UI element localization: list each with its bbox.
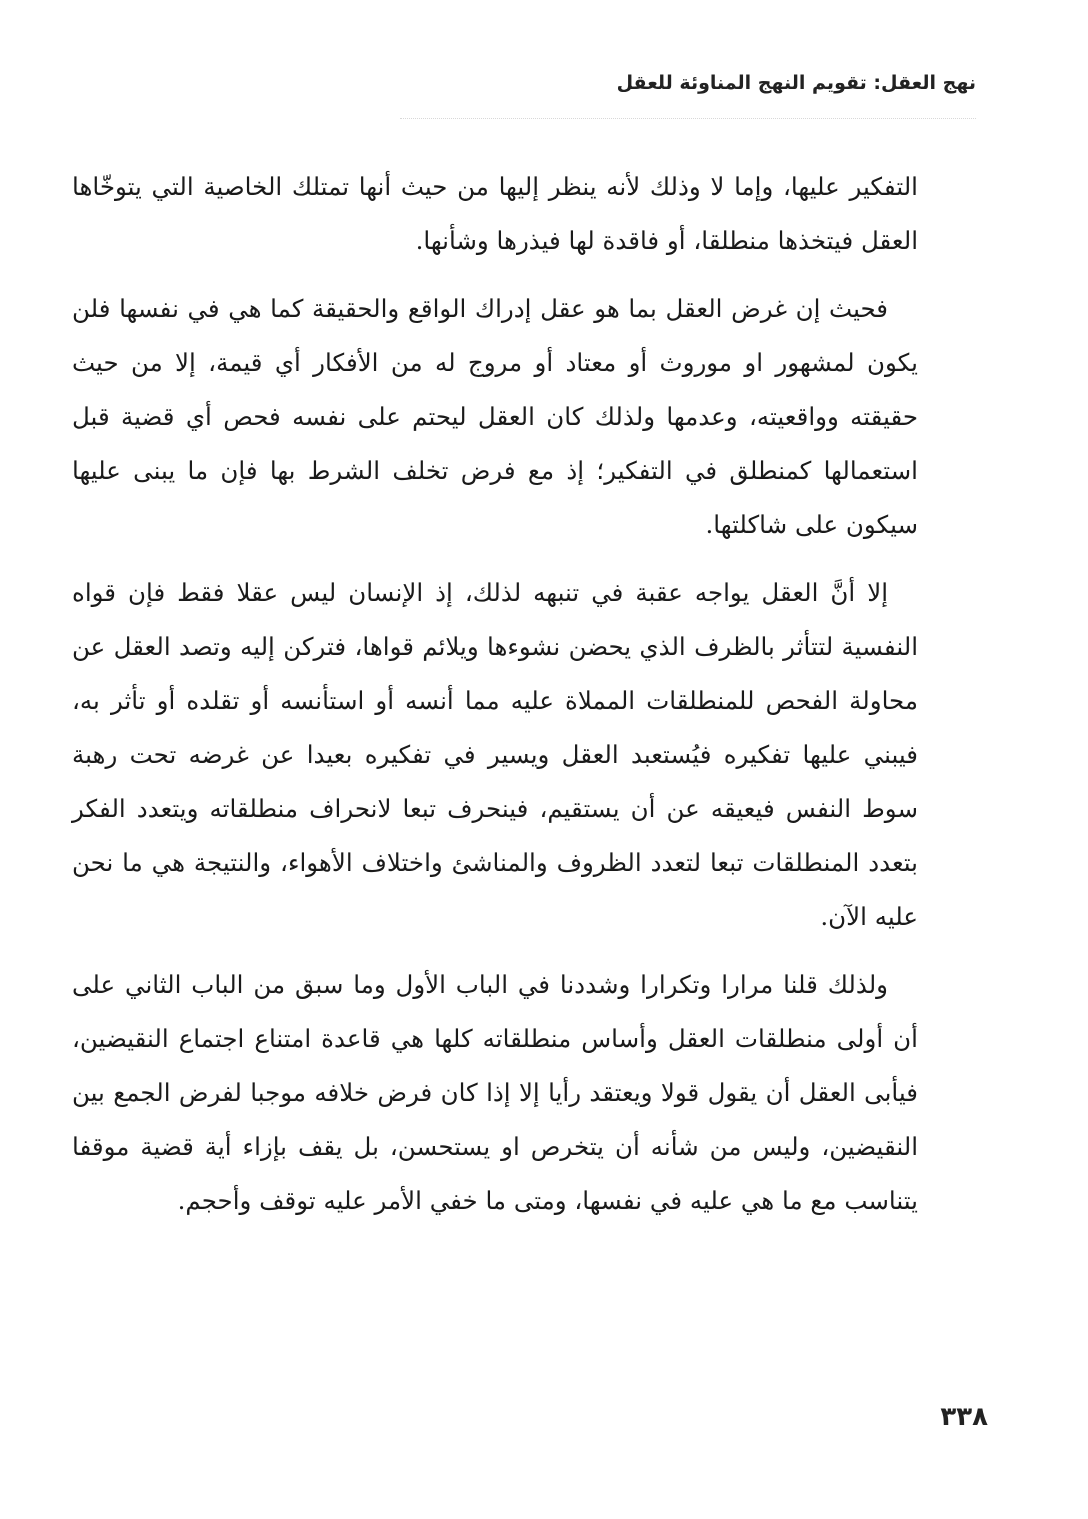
page-number: ٣٣٨ [940, 1402, 988, 1432]
body-text [72, 160, 918, 1242]
running-header: نهج العقل: تقويم النهج المناوئة للعقل [616, 72, 976, 94]
paragraph-4: ولذلك قلنا مرارا وتكرارا وشددنا في الباب الأول وما سبق من الباب الثاني على أن أولى منطلقات العقل وأساس منطلقاته كلها هي قاعدة امتناع اجتماع النقيضين، فيأبى العقل أن يقول قولا ويعتقد رأيا إلا إذا كان فرض خلافه موجبا لفرض الجمع بين النقيضين، وليس من شأنه أن يتخرص او يستحسن، بل يقف بإزاء أية قضية موقفا يتناسب مع ما هي عليه في نفسها، ومتى ما خفي الأمر عليه توقف وأحجم. [72, 970, 918, 1215]
paragraph-2: فحيث إن غرض العقل بما هو عقل إدراك الواقع والحقيقة كما هي في نفسها فلن يكون لمشهور او موروث أو معتاد أو مروج له من الأفكار أي قيمة، إلا من حيث حقيقته وواقعيته، وعدمها ولذلك كان العقل ليحتم على نفسه فحص أي قضية قبل استعمالها كمنطلق في التفكير؛ إذ مع فرض تخلف الشرط بها فإن ما يبنى عليها سيكون على شاكلتها. [72, 294, 918, 539]
header-divider [400, 118, 976, 119]
paragraph-1: التفكير عليها، وإما لا وذلك لأنه ينظر إليها من حيث أنها تمتلك الخاصية التي يتوخّاها العقل فيتخذها منطلقا، أو فاقدة لها فيذرها وشأنها. [72, 172, 918, 255]
paragraph-3: إلا أنَّ العقل يواجه عقبة في تنبهه لذلك، إذ الإنسان ليس عقلا فقط فإن قواه النفسية لتتأثر بالظرف الذي يحضن نشوءها ويلائم قواها، فتركن إليه وتصد العقل عن محاولة الفحص للمنطلقات المملاة عليه مما أنسه أو استأنسه أو تقلده أو تأثر به، فيبني عليها تفكيره فيُستعبد العقل ويسير في تفكيره بعيدا عن غرضه تحت رهبة سوط النفس فيعيقه عن أن يستقيم، فينحرف تبعا لانحراف منطلقاته ويتعدد الفكر بتعدد المنطلقات تبعا لتعدد الظروف والمناشئ واختلاف الأهواء، والنتيجة هي ما نحن عليه الآن. [72, 578, 918, 931]
